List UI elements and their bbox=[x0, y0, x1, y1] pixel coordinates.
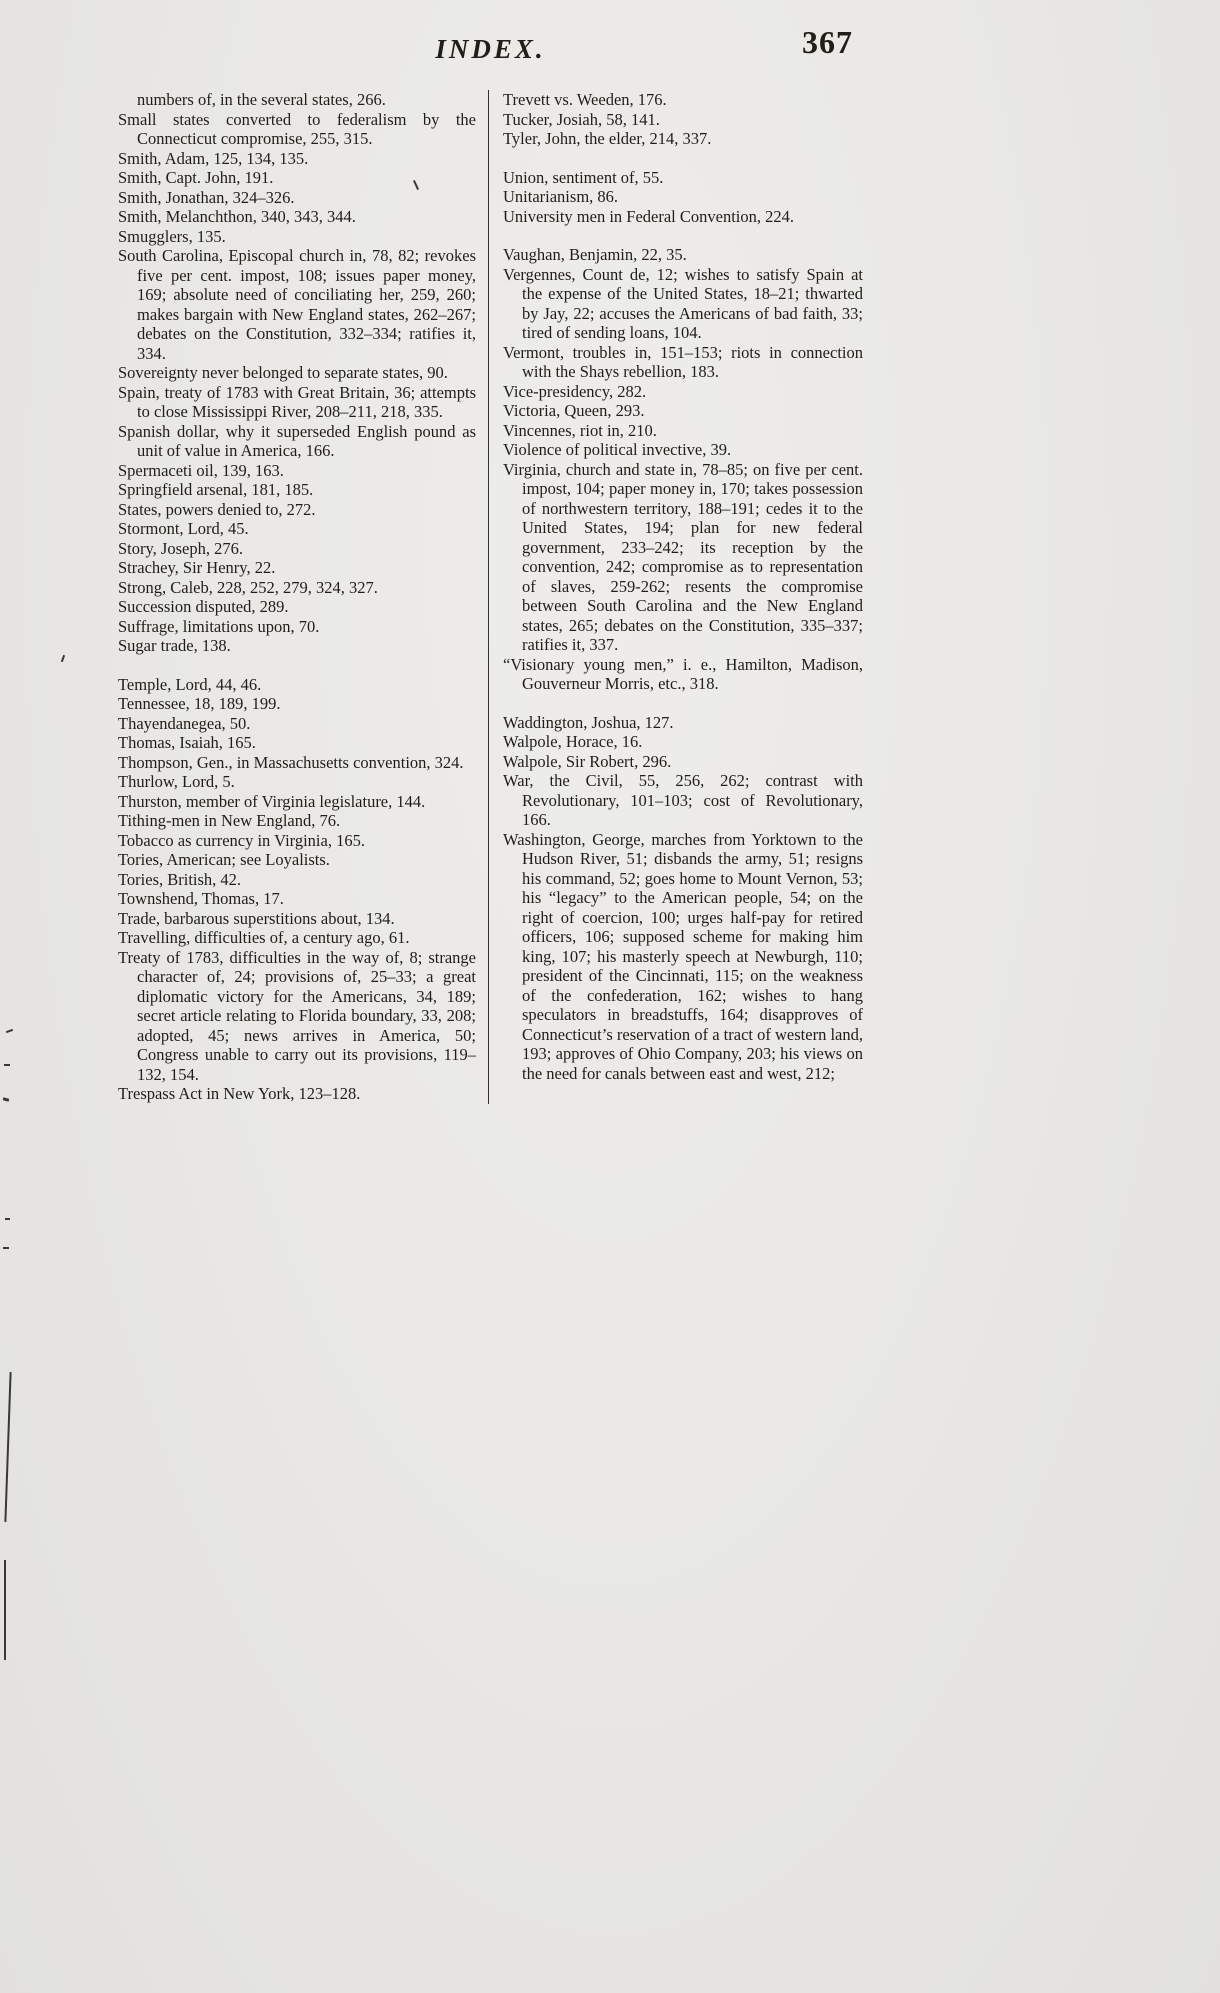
index-entry: Tucker, Josiah, 58, 141. bbox=[503, 109, 660, 129]
index-entry: University men in Federal Convention, 224. bbox=[503, 206, 794, 226]
index-entry: Spain, treaty of 1783 with Great Britain, 36; attempts to close Mississippi River, 208–211, 218, 335. bbox=[118, 382, 476, 421]
index-entry: Suffrage, limitations upon, 70. bbox=[118, 616, 320, 636]
text-block bbox=[118, 24, 863, 1104]
index-column-left bbox=[118, 90, 476, 1104]
index-entry: Tories, American; see Loyalists. bbox=[118, 850, 330, 869]
index-entry: Sovereignty never belonged to separate states, 90. bbox=[118, 363, 448, 382]
index-entry: Tyler, John, the elder, 214, 337. bbox=[503, 129, 712, 148]
index-entry: Temple, Lord, 44, 46. bbox=[118, 674, 262, 694]
index-entry: South Carolina, Episcopal church in, 78, 82; revokes five per cent. impost, 108; issues paper money, 169; absolute need of conciliating her, 259, 260; makes bargain with New England states, 262–267; debates on the Constitution, 332–334; ratifies it, 334. bbox=[118, 246, 476, 363]
index-entry: numbers of, in the several states, 266. bbox=[137, 90, 386, 109]
index-entry: Spermaceti oil, 139, 163. bbox=[118, 460, 284, 480]
index-entry: Townshend, Thomas, 17. bbox=[118, 889, 284, 908]
index-entry: Thayendanegea, 50. bbox=[118, 713, 251, 733]
index-entry: Strong, Caleb, 228, 252, 279, 324, 327. bbox=[118, 577, 378, 597]
scan-artifact bbox=[3, 1247, 9, 1249]
index-entry: Tobacco as currency in Virginia, 165. bbox=[118, 830, 365, 850]
index-entry: Smith, Jonathan, 324–326. bbox=[118, 187, 295, 207]
index-entry: Stormont, Lord, 45. bbox=[118, 519, 249, 538]
index-entry: Virginia, church and state in, 78–85; on five per cent. impost, 104; paper money in, 170; takes possession of northwestern territory, 188–191; cedes it to the United States, 194; plan for new federal government, 233–242; its reception by the convention, 242; compromise as to representation of slaves, 259-262; resents the compromise between South Carolina and the New England states, 265; debates on the Constitution, 335–337; ratifies it, 337. bbox=[503, 459, 863, 654]
index-entry: Treaty of 1783, difficulties in the way of, 8; strange character of, 24; provisions of, 25–33; a great diplomatic victory for the Americans, 34, 189; secret article relating to Florida boundary, 33, 208; adopted, 45; news arrives in America, 50; Congress unable to carry out its provisions, 119–132, 154. bbox=[118, 947, 476, 1084]
index-entry: Vermont, troubles in, 151–153; riots in connection with the Shays rebellion, 183. bbox=[503, 342, 863, 381]
column-divider-rule bbox=[488, 90, 489, 1104]
index-entry: Tennessee, 18, 189, 199. bbox=[118, 694, 281, 713]
index-entry: Thurston, member of Virginia legislature, 144. bbox=[118, 791, 426, 811]
scan-artifact bbox=[4, 1372, 11, 1522]
index-entry: Trevett vs. Weeden, 176. bbox=[503, 90, 667, 109]
index-entry: Smith, Capt. John, 191. bbox=[118, 168, 274, 187]
index-entry: Succession disputed, 289. bbox=[118, 597, 289, 616]
index-entry: Spanish dollar, why it superseded English pound as unit of value in America, 166. bbox=[118, 421, 476, 460]
scan-artifact bbox=[4, 1560, 6, 1660]
index-entry: War, the Civil, 55, 256, 262; contrast with Revolutionary, 101–103; cost of Revolutionary, 166. bbox=[503, 771, 863, 829]
index-entry: Sugar trade, 138. bbox=[118, 636, 231, 655]
scan-artifact bbox=[4, 1064, 10, 1066]
page-number: 367 bbox=[802, 24, 853, 60]
scan-artifact bbox=[5, 1218, 10, 1220]
index-entry: Vergennes, Count de, 12; wishes to satisfy Spain at the expense of the United States, 18–21; thwarted by Jay, 22; accuses the Americans of bad faith, 33; tired of sending loans, 104. bbox=[503, 264, 863, 342]
index-entry: Smugglers, 135. bbox=[118, 226, 226, 246]
index-entry: Tories, British, 42. bbox=[118, 869, 242, 889]
index-entry: Vaughan, Benjamin, 22, 35. bbox=[503, 245, 687, 264]
index-entry: Walpole, Sir Robert, 296. bbox=[503, 751, 672, 771]
index-column-right bbox=[503, 90, 863, 1104]
index-entry: Strachey, Sir Henry, 22. bbox=[118, 558, 276, 577]
index-entry: Vice-presidency, 282. bbox=[503, 381, 647, 401]
index-entry: Smith, Melanchthon, 340, 343, 344. bbox=[118, 207, 356, 226]
index-title: INDEX. bbox=[435, 34, 546, 64]
index-entry: Trespass Act in New York, 123–128. bbox=[118, 1084, 361, 1103]
scan-artifact bbox=[3, 1097, 10, 1101]
index-entry: Vincennes, riot in, 210. bbox=[503, 420, 657, 440]
index-entry: Small states converted to federalism by the Connecticut compromise, 255, 315. bbox=[118, 109, 476, 148]
index-entry: Waddington, Joshua, 127. bbox=[503, 712, 674, 732]
index-entry: Washington, George, marches from Yorktown to the Hudson River, 51; disbands the army, 51; resigns his command, 52; goes home to Mount Vernon, 53; his “legacy” to the American people, 54; on the right of coercion, 100; urges half-pay for retired officers, 106; supposed scheme for making him king, 107; his masterly speech at Newburgh, 110; president of the Cincinnati, 115; on the weakness of the confederation, 162; wishes to hang speculators in breadstuffs, 164; disapproves of Connecticut’s reservation of a tract of western land, 193; approves of Ohio Company, 203; his views on the need for canals between east and west, 212; bbox=[503, 829, 863, 1083]
index-entry: Victoria, Queen, 293. bbox=[503, 401, 645, 420]
scan-artifact bbox=[61, 655, 65, 662]
index-entry: Unitarianism, 86. bbox=[503, 187, 619, 206]
index-entry: Violence of political invective, 39. bbox=[503, 440, 732, 459]
index-entry: Trade, barbarous superstitions about, 134. bbox=[118, 908, 395, 928]
index-entry: Thomas, Isaiah, 165. bbox=[118, 733, 256, 752]
index-entry: States, powers denied to, 272. bbox=[118, 499, 316, 519]
index-entry: Walpole, Horace, 16. bbox=[503, 732, 643, 751]
index-entry: “Visionary young men,” i. e., Hamilton, Madison, Gouverneur Morris, etc., 318. bbox=[503, 654, 863, 693]
index-entry: Thurlow, Lord, 5. bbox=[118, 772, 235, 791]
index-entry: Thompson, Gen., in Massachusetts convention, 324. bbox=[118, 752, 464, 772]
index-entry: Story, Joseph, 276. bbox=[118, 538, 243, 558]
index-entry: Union, sentiment of, 55. bbox=[503, 167, 664, 187]
scan-artifact bbox=[6, 1029, 13, 1033]
index-entry: Smith, Adam, 125, 134, 135. bbox=[118, 148, 309, 168]
page-header bbox=[118, 24, 863, 82]
index-columns bbox=[118, 90, 863, 1104]
index-entry: Springfield arsenal, 181, 185. bbox=[118, 480, 314, 499]
index-entry: Tithing-men in New England, 76. bbox=[118, 811, 341, 830]
index-entry: Travelling, difficulties of, a century ago, 61. bbox=[118, 928, 410, 947]
